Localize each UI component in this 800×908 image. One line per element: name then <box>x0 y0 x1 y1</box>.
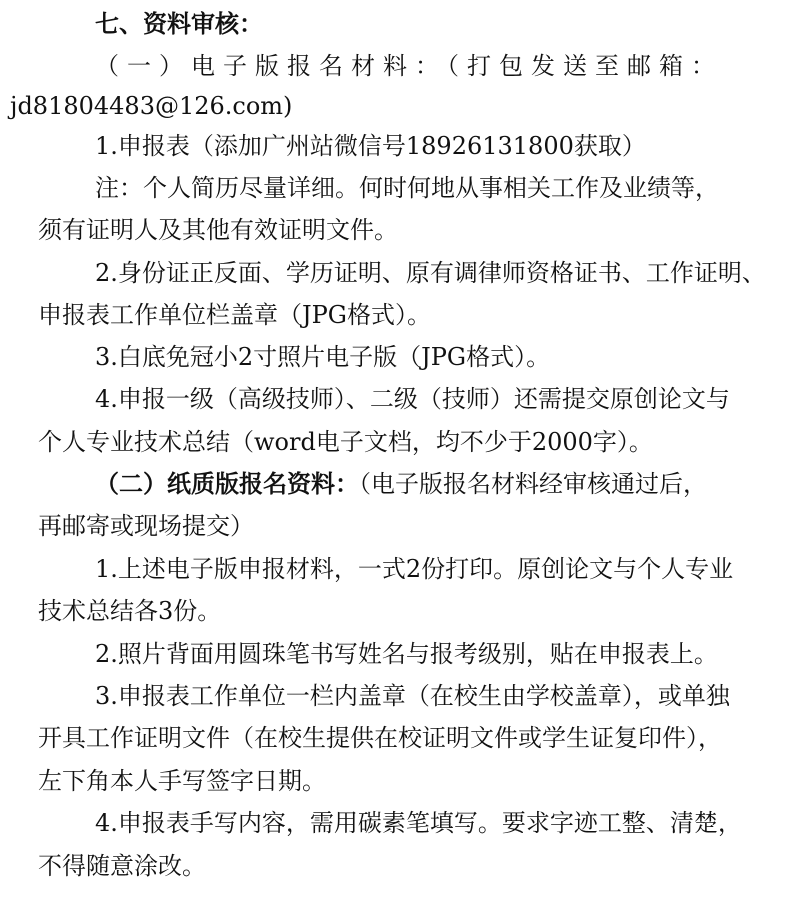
paper-heading-note: （电子版报名材料经审核通过后， <box>359 470 707 498</box>
paper-item-3: 3.申报表工作单位一栏内盖章（在校生由学校盖章），或单独 <box>95 682 730 710</box>
electronic-item-3: 3.白底免冠小2寸照片电子版（JPG格式）。 <box>95 343 551 371</box>
electronic-item-4-cont: 个人专业技术总结（word电子文档，均不少于2000字）。 <box>38 428 653 456</box>
electronic-item-2: 2.身份证正反面、学历证明、原有调律师资格证书、工作证明、 <box>95 259 766 287</box>
electronic-heading-note: （打包发送至邮箱： <box>447 52 723 80</box>
electronic-item-1-note-cont: 须有证明人及其他有效证明文件。 <box>38 216 398 244</box>
section-title: 七、资料审核： <box>95 9 263 38</box>
paper-heading-line <box>95 466 707 502</box>
paper-item-1-cont: 技术总结各3份。 <box>38 597 222 625</box>
electronic-item-4: 4.申报一级（高级技师）、二级（技师）还需提交原创论文与 <box>95 385 730 413</box>
electronic-item-1-note: 注：个人简历尽量详细。何时何地从事相关工作及业绩等， <box>95 174 719 202</box>
electronic-heading: （一）电子版报名材料： <box>95 52 447 80</box>
paper-item-3-cont-2: 左下角本人手写签字日期。 <box>38 767 326 795</box>
electronic-email: jd81804483@126.com) <box>10 92 293 120</box>
paper-item-1: 1.上述电子版申报材料，一式2份打印。原创论文与个人专业 <box>95 555 734 583</box>
paper-item-2: 2.照片背面用圆珠笔书写姓名与报考级别，贴在申报表上。 <box>95 640 718 668</box>
electronic-item-2-cont: 申报表工作单位栏盖章（JPG格式）。 <box>38 301 431 329</box>
electronic-item-1: 1.申报表（添加广州站微信号18926131800获取） <box>95 132 646 160</box>
paper-item-4-cont: 不得随意涂改。 <box>38 852 206 880</box>
paper-heading: （二）纸质版报名资料： <box>95 469 359 498</box>
electronic-heading-line <box>95 48 775 84</box>
paper-item-3-cont: 开具工作证明文件（在校生提供在校证明文件或学生证复印件）， <box>38 724 722 752</box>
paper-heading-note-cont: 再邮寄或现场提交） <box>38 512 254 540</box>
paper-item-4: 4.申报表手写内容，需用碳素笔填写。要求字迹工整、清楚， <box>95 809 742 837</box>
